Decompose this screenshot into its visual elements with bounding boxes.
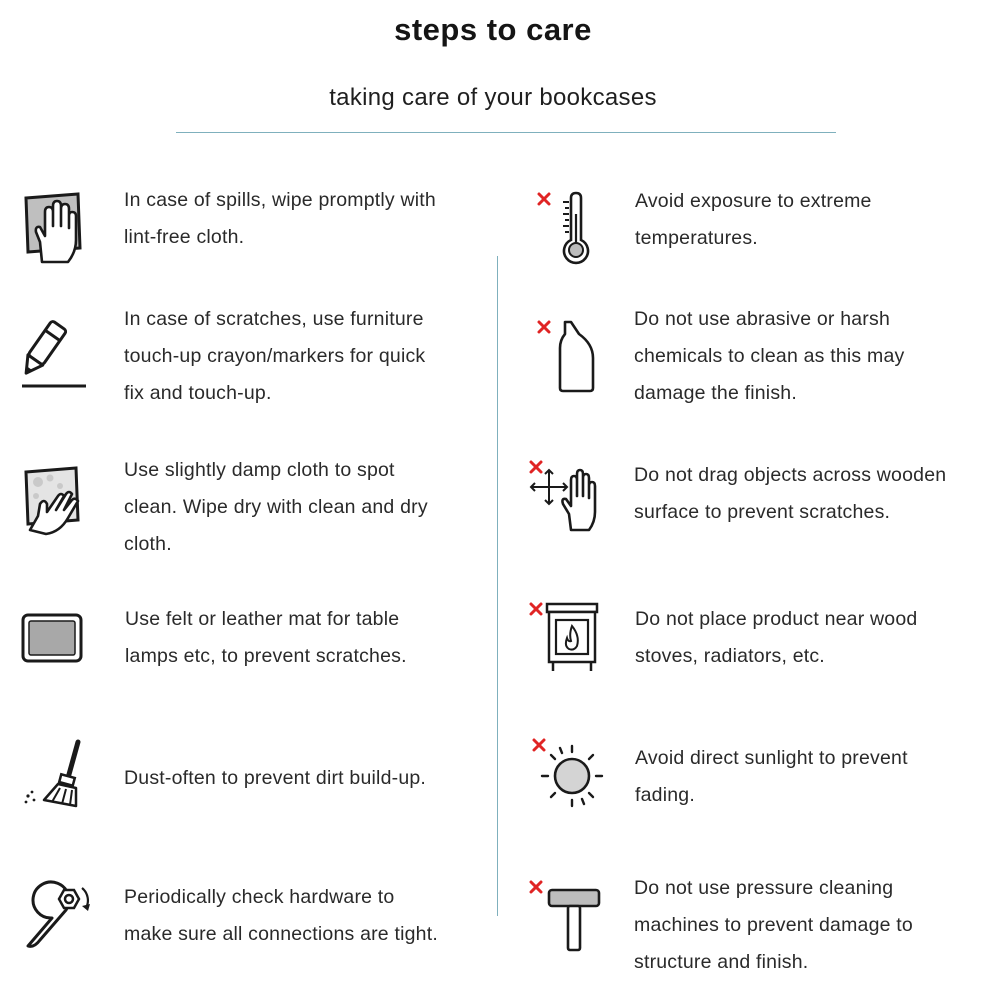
step-line: make sure all connections are tight. [124,923,438,945]
step-line: chemicals to clean as this may [634,345,905,367]
prohibited-x-icon [531,882,541,892]
step-line: In case of spills, wipe promptly with [124,189,436,211]
wood-stove-icon [527,600,603,674]
step-line: clean. Wipe dry with clean and dry [124,496,428,518]
step-line: fading. [635,784,695,806]
prohibited-x-icon [539,194,549,204]
thermometer-icon [535,190,597,266]
step-line: damage the finish. [634,382,797,404]
step-line: Dust-often to prevent dirt build-up. [124,767,427,789]
prohibited-x-icon [531,462,541,472]
sun-icon [530,736,606,810]
step-line: Avoid exposure to extreme [635,190,872,212]
step-line: Do not use pressure cleaning [634,877,894,899]
damp-cloth-hand-icon [20,466,84,538]
crayon-marker-icon [18,320,90,392]
step-line: stoves, radiators, etc. [635,645,825,667]
step-line: structure and finish. [634,951,809,973]
page-subtitle: taking care of your bookcases [329,84,657,111]
prohibited-x-icon [531,604,541,614]
step-line: Do not drag objects across wooden [634,464,947,486]
step-line: machines to prevent damage to [634,914,913,936]
column-divider [497,256,498,916]
step-line: Do not place product near wood [635,608,918,630]
step-line: touch-up crayon/markers for quick [124,345,426,367]
chemical-bottle-icon [535,318,599,394]
step-line: Periodically check hardware to [124,886,395,908]
header-divider [176,132,836,133]
step-line: lamps etc, to prevent scratches. [125,645,407,667]
hand-wipe-cloth-icon [20,192,84,264]
step-line: Use slightly damp cloth to spot [124,459,395,481]
pressure-cleaner-icon [527,878,607,954]
page-title: steps to care [394,12,592,47]
step-line: In case of scratches, use furniture [124,308,424,330]
duster-brush-icon [22,738,86,810]
wrench-hardware-icon [18,880,94,956]
drag-hand-arrows-icon [527,458,605,534]
prohibited-x-icon [534,740,544,750]
step-line: Use felt or leather mat for table [125,608,400,630]
step-line: temperatures. [635,227,758,249]
felt-mat-icon [20,612,84,664]
step-line: Do not use abrasive or harsh [634,308,890,330]
prohibited-x-icon [539,322,549,332]
step-line: cloth. [124,533,172,555]
step-line: fix and touch-up. [124,382,272,404]
step-line: surface to prevent scratches. [634,501,891,523]
step-line: lint-free cloth. [124,226,245,248]
step-line: Avoid direct sunlight to prevent [635,747,908,769]
